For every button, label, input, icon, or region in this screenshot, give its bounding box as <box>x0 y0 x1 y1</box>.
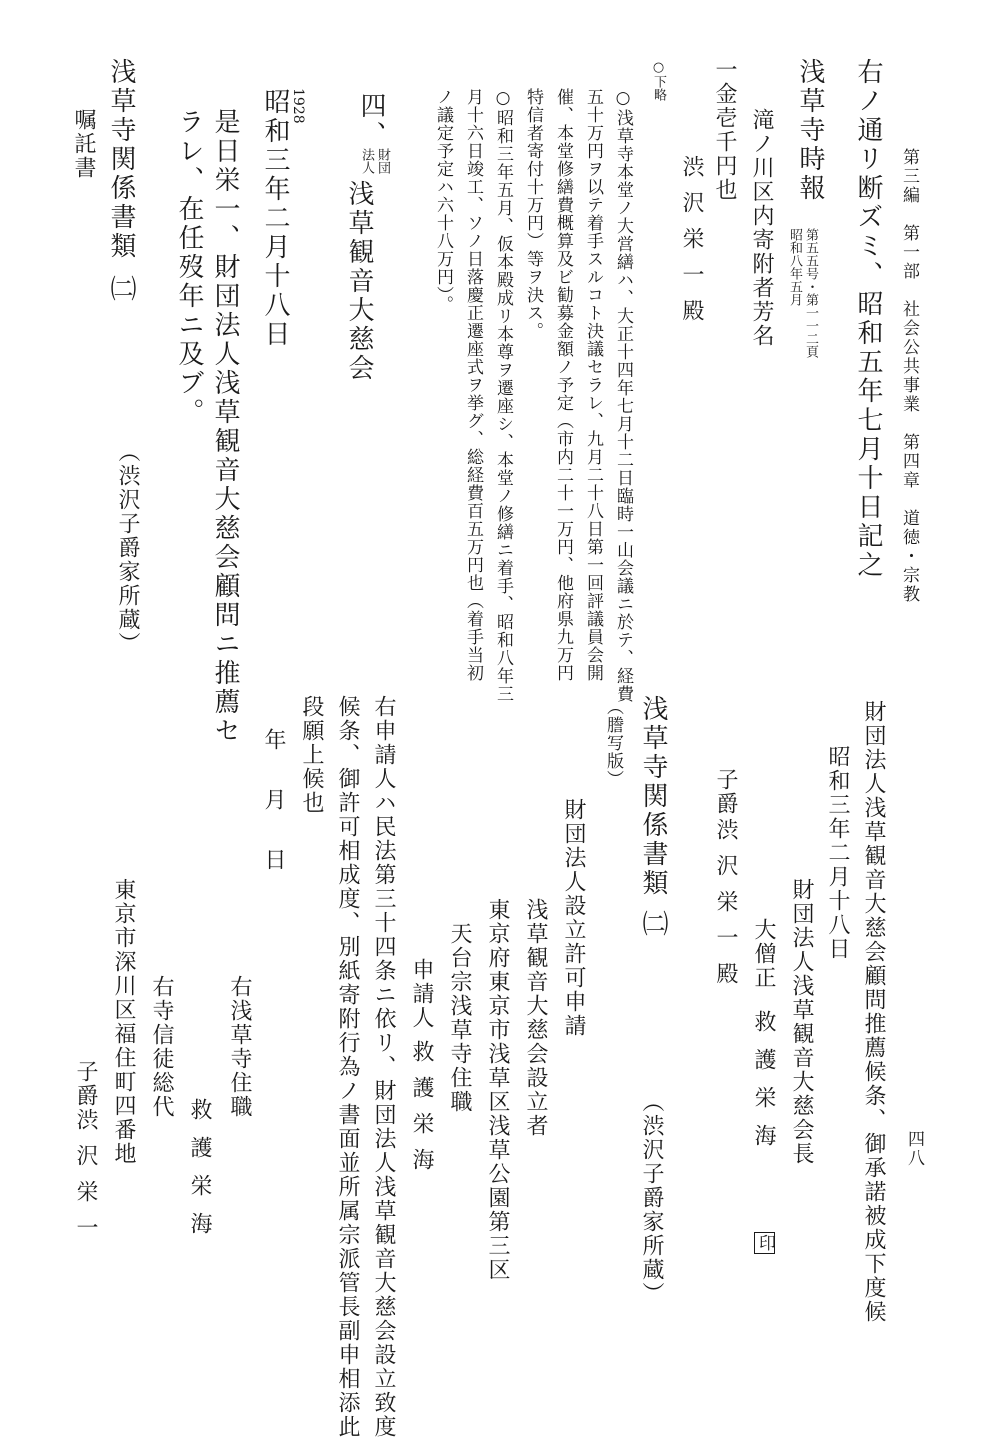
donor-list-heading: 滝ノ川区内寄附者芳名 <box>749 108 774 348</box>
doc-source: （渋沢子爵家所蔵） <box>115 440 140 656</box>
article-line-2: 五十万円ヲ以テ着手スルコト決議セラレ、九月二十八日第一回評議員会開 <box>583 88 603 682</box>
signer-1-name: 救護栄海 <box>187 1098 212 1250</box>
signer-2-title: 右寺信徒総代 <box>149 975 174 1119</box>
temple-affiliation: 天台宗浅草寺住職 <box>447 922 472 1114</box>
section-title: 浅草観音大慈会 <box>344 180 374 383</box>
application-date-blank: 年 月 日 <box>261 728 286 878</box>
signer-2-address: 東京市深川区福住町四番地 <box>111 878 136 1166</box>
donor-name: 渋沢栄一殿 <box>679 155 704 335</box>
section-prefix-a: 財団 <box>375 148 390 174</box>
article-line-6: 月十六日竣工、ソノ日落慶正遷座式ヲ挙グ、総経費百五万円也（着手当初 <box>463 88 483 682</box>
signer-2-name: 渋沢栄一 <box>73 1108 98 1252</box>
article-line-4: 特信者寄付十万円）等ヲ決ス。 <box>523 88 543 340</box>
omit-note: ○下略 <box>651 60 666 101</box>
letter-line-1: 財団法人浅草観音大慈会顧問推薦候条、御承諾被成下度候 <box>861 700 886 1324</box>
letter-sender-name: 救護栄海 <box>751 1010 776 1162</box>
year-western: 1928 <box>290 88 306 124</box>
article-line-3: 催、本堂修繕費概算及ビ勧募金額ノ予定（市内二十一万円、他府県九万円 <box>553 88 573 682</box>
signer-2-rank: 子爵 <box>73 1060 98 1108</box>
application-body-1: 右申請人ハ民法第三十四条ニ依リ、財団法人浅草観音大慈会設立致度 <box>371 695 396 1439</box>
letter-sender-org: 財団法人浅草観音大慈会長 <box>789 878 814 1166</box>
applicant-name: 救護栄海 <box>409 1040 434 1184</box>
application-body-2: 候条、御許可相成度、別紙寄附行為ノ書面並所属宗派管長副申相添此 <box>335 695 360 1439</box>
application-body-3: 段願上候也 <box>299 695 324 815</box>
publication-source-b: 昭和八年五月 <box>787 228 802 306</box>
doc-title-2: 浅草寺関係書類 <box>638 695 668 898</box>
doc-volume-2: ㈡ <box>638 910 668 939</box>
print-type: （謄写版） <box>603 698 623 788</box>
letter-recipient-name: 渋沢栄一殿 <box>713 818 738 998</box>
seal-mark: 印 <box>755 1234 775 1252</box>
founder-label: 浅草観音大慈会設立者 <box>523 898 548 1138</box>
doc-subtitle: 嘱託書 <box>71 108 96 180</box>
article-line-7: ノ議定予定ハ六十八万円）。 <box>433 88 453 314</box>
letter-source: （渋沢子爵家所蔵） <box>639 1090 664 1306</box>
page-number: 四八 <box>904 1130 924 1168</box>
letter-recipient-title: 子爵 <box>713 768 738 816</box>
letter-date: 昭和三年二月十八日 <box>825 745 850 961</box>
application-title: 財団法人設立許可申請 <box>561 798 586 1038</box>
running-head: 第三編 第一部 社会公共事業 第四章 道徳・宗教 <box>899 148 919 604</box>
letter-sender-rank: 大僧正 <box>751 918 776 990</box>
address-line: 東京府東京市浅草区浅草公園第三区 <box>485 898 510 1282</box>
article-line-5: ○昭和三年五月、仮本殿成リ本尊ヲ遷座シ、本堂ノ修繕ニ着手、昭和八年三 <box>493 88 513 703</box>
donation-amount: 一金壱千円也 <box>712 58 737 202</box>
applicant-label: 申請人 <box>409 958 434 1030</box>
entry-line-2: ラレ、在任歿年ニ及ブ。 <box>174 108 204 427</box>
publication-source-a: 第五五号・第一一二頁 <box>803 228 818 358</box>
publication-title: 浅草寺時報 <box>795 58 825 203</box>
entry-date: 昭和三年二月十八日 <box>260 88 290 349</box>
section-prefix-b: 法人 <box>359 148 374 174</box>
signer-1-title: 右浅草寺住職 <box>227 975 252 1119</box>
top-col-1: 右ノ通リ断ズミ、昭和五年七月十日記之 <box>853 58 883 580</box>
section-number: 四、 <box>356 92 386 150</box>
doc-title: 浅草寺関係書類 <box>106 58 136 261</box>
doc-volume: ㈡ <box>106 275 136 304</box>
entry-line-1: 是日栄一、財団法人浅草観音大慈会顧問ニ推薦セ <box>210 108 240 746</box>
article-line-1: ○浅草寺本堂ノ大営繕ハ、大正十四年七月十二日臨時一山会議ニ於テ、経費 <box>613 88 633 703</box>
